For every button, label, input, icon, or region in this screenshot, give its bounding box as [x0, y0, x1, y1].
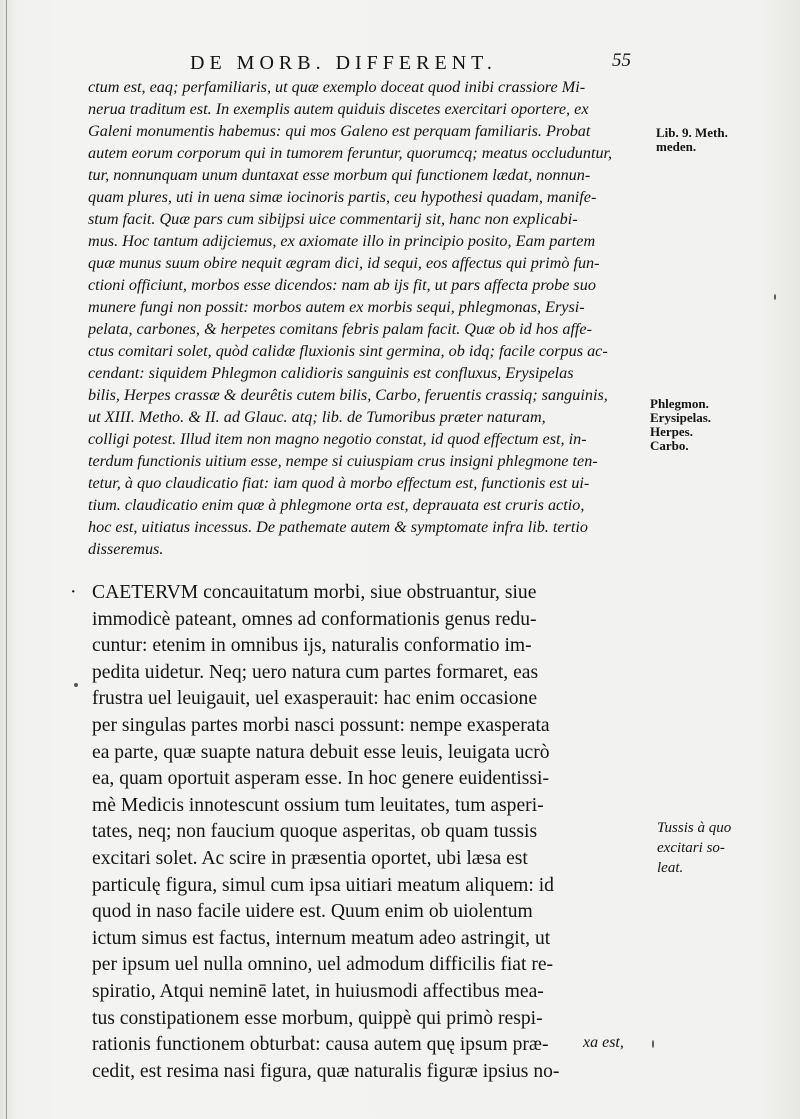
- text-line: spiratio, Atqui neminē latet, in huiusmodi affectibus mea-: [92, 980, 544, 1002]
- text-line: mè Medicis innotescunt ossium tum leuitates, tum asperi-: [92, 794, 544, 816]
- text-line: quam plures, uti in uena simæ iocinoris partis, ceu hypothesi quadam, manife-: [88, 188, 597, 206]
- text-line: tium. claudicatio enim quæ à phlegmone orta est, deprauata est cruris actio,: [88, 496, 585, 514]
- text-line: ea parte, quæ suapte natura debuit esse leuis, leuigata ucrò: [92, 741, 550, 763]
- text-line: pelata, carbones, & herpetes comitans febris palam facit. Quæ ob id hos affe-: [88, 320, 593, 338]
- text-line: ctum est, eaq; perfamiliaris, ut quæ exemplo doceat quod inibi crassiore Mi-: [88, 78, 586, 96]
- catchword: xa est,: [583, 1034, 624, 1051]
- text-line: nerua traditum est. In exemplis autem quiduis discetes exercitari oportere, ex: [88, 100, 589, 118]
- text-line: particulę figura, simul cum ipsa uitiari meatum aliquem: id: [92, 874, 554, 896]
- text-line: bilis, Herpes crassæ & deurêtis cutem bilis, Carbo, feruentis crassiq; sanguinis,: [88, 386, 608, 404]
- ink-speck: [774, 294, 776, 300]
- text-line: excitari solet. Ac scire in præsentia oportet, ubi læsa est: [92, 847, 528, 869]
- text-line: colligi potest. Illud item non magno negotio constat, id quod effectum est, in-: [88, 430, 587, 448]
- text-line: rationis functionem obturbat: causa autem quę ipsum præ-: [92, 1034, 549, 1056]
- ink-speck: [74, 683, 78, 687]
- page-number: 55: [612, 50, 631, 71]
- text-line: pedita uidetur. Neq; uero natura cum partes formaret, eas: [92, 661, 539, 683]
- text-line: quæ munus suum obire nequit ægram dici, id sequi, eos affectus qui primò fun-: [88, 254, 600, 272]
- text-line: cendant: siquidem Phlegmon calidioris sanguinis est confluxus, Erysipelas: [88, 364, 574, 382]
- text-line: stum facit. Quæ pars cum sibijpsi uice commentarij sit, hanc non explicabi-: [88, 210, 578, 228]
- page-edge-shadow: [6, 0, 7, 1119]
- text-line: cuntur: etenim in omnibus ijs, naturalis conformatio im-: [92, 635, 532, 657]
- italic-commentary-block: [88, 76, 626, 560]
- text-line: per singulas partes morbi nasci possunt: nempe exasperata: [92, 714, 550, 736]
- margin-note-line: Phlegmon.: [650, 396, 709, 411]
- margin-note-line: Lib. 9. Meth.: [656, 125, 728, 140]
- text-line: CAETERVM concauitatum morbi, siue obstruantur, siue: [92, 582, 537, 603]
- margin-note-line: Carbo.: [650, 438, 689, 453]
- margin-note-line: Erysipelas.: [650, 410, 712, 425]
- text-line: immodicè pateant, omnes ad conformationis genus redu-: [92, 608, 537, 630]
- margin-note-line: leat.: [657, 860, 684, 876]
- main-text-block: [92, 580, 632, 1085]
- margin-note-line: excitari so-: [657, 840, 725, 856]
- text-line: terdum functionis uitium esse, nempe si cuiuspiam crus insigni phlegmone ten-: [88, 452, 598, 470]
- text-line: ctus comitari solet, quòd calidæ fluxionis sint germina, ob idq; facile corpus ac-: [88, 342, 608, 360]
- running-title: DE MORB. DIFFERENT.: [190, 52, 497, 74]
- text-line: hoc est, uitiatus incessus. De pathemate autem & symptomate infra lib. tertio: [88, 518, 588, 536]
- margin-note-cough: [657, 818, 731, 878]
- text-line: ea, quam oportuit asperam esse. In hoc genere euidentissi-: [92, 768, 550, 790]
- text-line: frustra uel leuigauit, uel exasperauit: hac enim occasione: [92, 688, 538, 710]
- text-line: ctioni officiunt, morbos esse dicendos: nam ab ijs fit, ut pars affecta probe suo: [88, 276, 596, 294]
- text-line: cedit, est resima nasi figura, quæ naturalis figuræ ipsius no-: [92, 1060, 560, 1082]
- text-line: tates, neq; non faucium quoque asperitas, ob quam tussis: [92, 821, 538, 843]
- text-line: tetur, à quo claudicatio fiat: iam quod à morbo effectum est, functionis est ui-: [88, 474, 590, 492]
- text-line: disseremus.: [88, 540, 164, 558]
- text-line: mus. Hoc tantum adijciemus, ex axiomate illo in principio posito, Eam partem: [88, 232, 596, 250]
- text-line: per ipsum uel nulla omnino, uel admodum difficilis fiat re-: [92, 954, 554, 976]
- ink-speck: [652, 1040, 654, 1048]
- text-line: munere fungi non possit: morbos autem ex morbis sequi, phlegmonas, Erysi-: [88, 298, 585, 316]
- margin-note-method: [656, 126, 728, 154]
- text-line: tus constipationem esse morbum, quippè qui primò respi-: [92, 1007, 543, 1029]
- text-line: ut XIII. Metho. & II. ad Glauc. atq; lib. de Tumoribus præter naturam,: [88, 408, 546, 426]
- margin-note-line: Herpes.: [650, 424, 693, 439]
- text-line: tur, nonnunquam unum duntaxat esse morbum qui functionem lædat, nonnun-: [88, 166, 591, 184]
- paragraph-mark: ·: [70, 582, 77, 603]
- text-line: quod in naso facile uidere est. Quum enim ob uiolentum: [92, 901, 533, 923]
- text-line: ictum simus est factus, internum meatum adeo astringit, ut: [92, 927, 551, 949]
- text-line: autem eorum corporum qui in tumorem feruntur, quorumcq; meatus occluduntur,: [88, 144, 613, 162]
- text-line: Galeni monumentis habemus: qui mos Galeno est perquam familiaris. Probat: [88, 122, 591, 140]
- margin-note-tumors: [650, 397, 711, 453]
- margin-note-line: Tussis à quo: [657, 820, 732, 836]
- margin-note-line: meden.: [656, 139, 697, 154]
